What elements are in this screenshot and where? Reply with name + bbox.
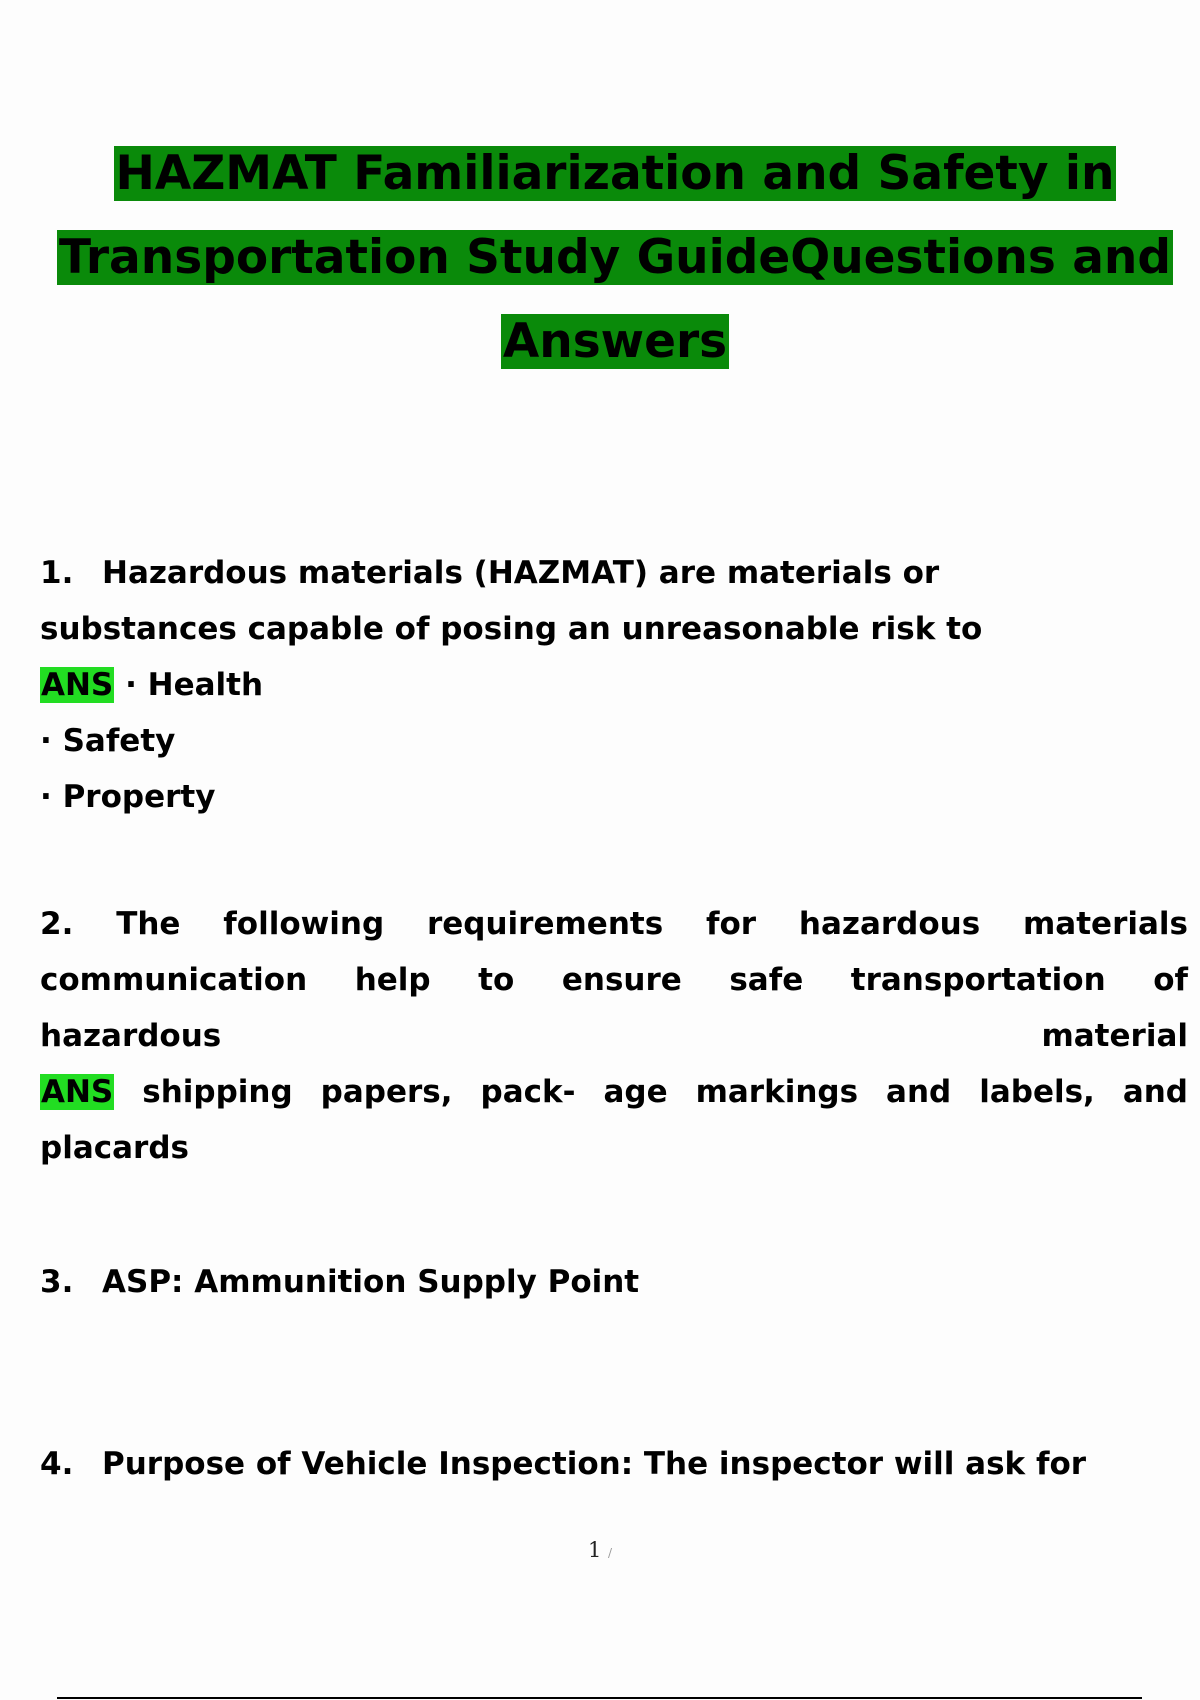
question-3-text: ASP: Ammunition Supply Point (102, 1264, 640, 1300)
page-number (0, 1538, 1200, 1562)
page-number-separator: / (608, 1546, 613, 1560)
question-1-text-line-2: substances capable of posing an unreasonable risk to (40, 611, 983, 647)
question-2-text-line-2: communication help to ensure safe transportation of (40, 962, 1188, 998)
question-4-text: Purpose of Vehicle Inspection: The inspector will ask for (102, 1446, 1087, 1482)
question-1-answer-item-2: · Safety (40, 723, 176, 759)
footer-divider (57, 1697, 1142, 1699)
question-3 (40, 1254, 1190, 1310)
question-4-number: 4. (40, 1446, 74, 1482)
question-2-text-line-3: hazardous material (40, 1018, 1188, 1054)
question-2-line-1 (40, 896, 1188, 952)
question-4 (40, 1436, 1190, 1492)
question-1 (40, 545, 1190, 825)
question-2-text-line-1: The following requirements for hazardous materials (116, 906, 1188, 942)
question-2-answer-last: placards (40, 1130, 189, 1166)
question-1-answer-item-3: · Property (40, 779, 216, 815)
document-title (40, 132, 1190, 384)
question-1-answer-item-1: · Health (125, 667, 264, 703)
title-line-1: HAZMAT Familiarization and Safety in (115, 146, 1115, 201)
question-2-answer-marker: ANS (41, 1074, 114, 1110)
question-3-number: 3. (40, 1264, 74, 1300)
title-line-2: Transportation Study GuideQuestions and (58, 230, 1172, 285)
question-1-number: 1. (40, 555, 74, 591)
question-1-answer-marker: ANS (41, 667, 114, 703)
question-2-answer-line (40, 1064, 1188, 1120)
question-2-answer-text: shipping papers, pack- age markings and labels, and (142, 1074, 1188, 1110)
title-line-3: Answers (502, 314, 728, 369)
question-2 (40, 896, 1188, 1176)
page-number-value: 1 (587, 1538, 602, 1562)
question-1-text-line-1: Hazardous materials (HAZMAT) are materials or (102, 555, 940, 591)
question-2-number: 2. (40, 906, 74, 942)
